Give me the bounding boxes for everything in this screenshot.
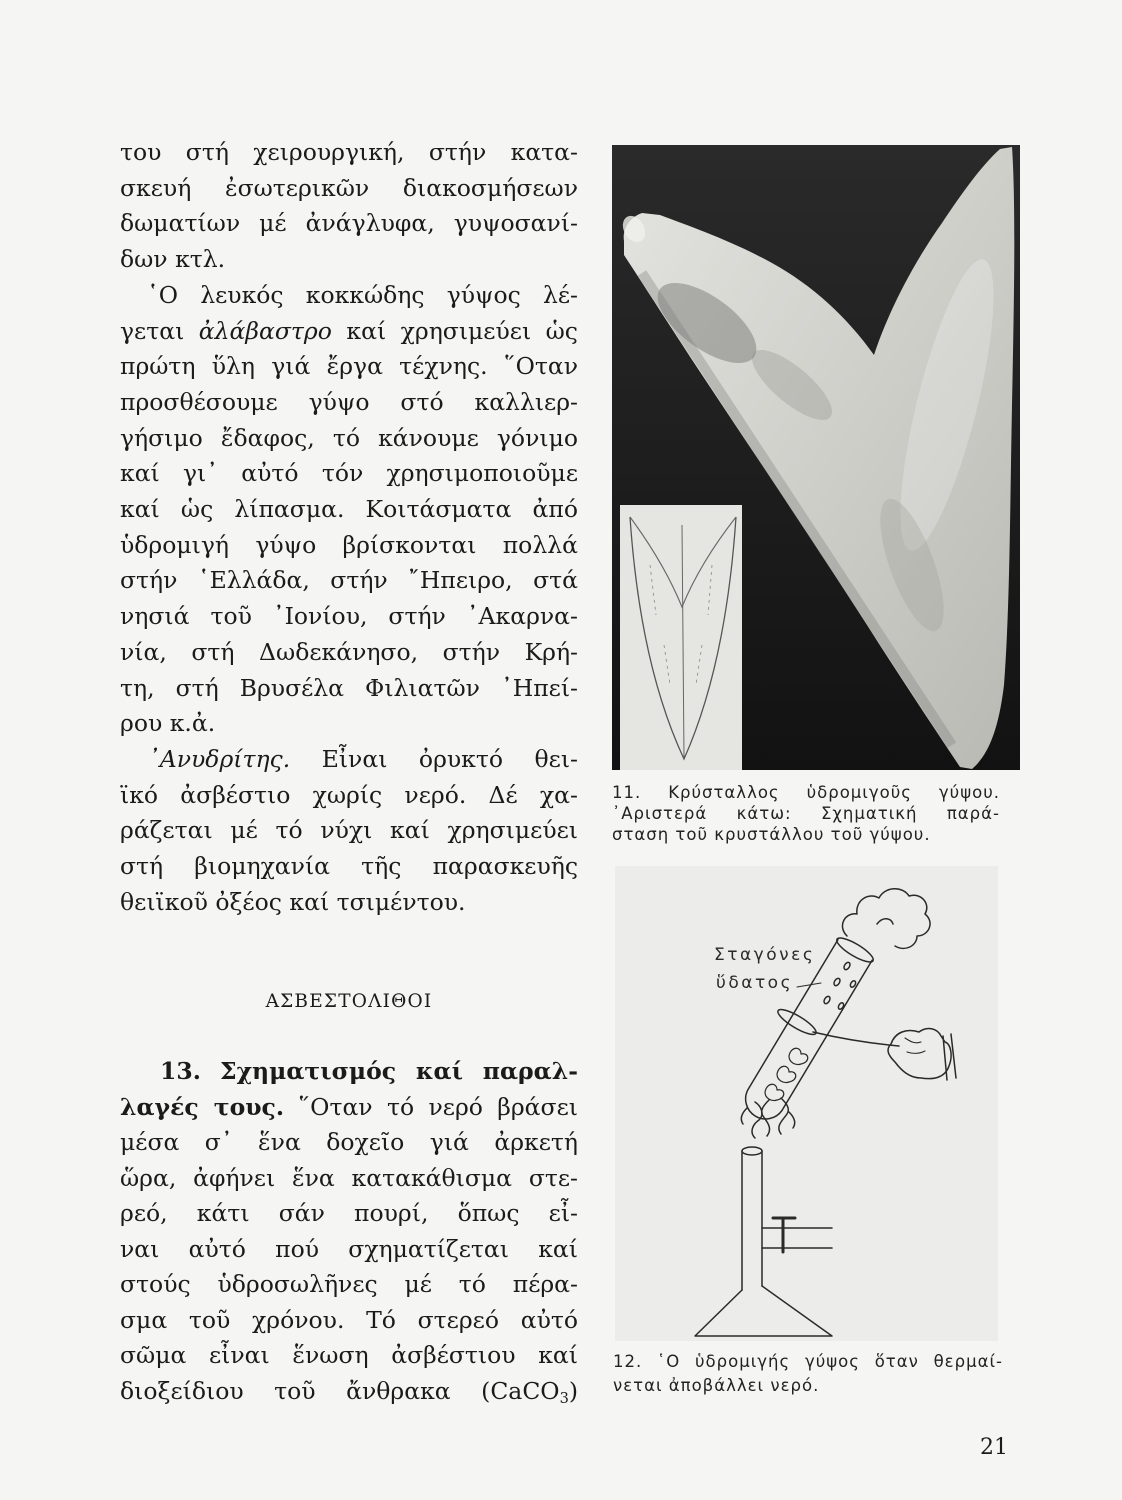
crystal-photo-svg — [612, 145, 1020, 770]
text-line: ῾Ο λευκός κοκκώδης γύψος λέ- — [147, 280, 578, 309]
flame — [762, 1100, 770, 1136]
water-drop — [823, 995, 831, 1004]
section-title-line — [120, 1054, 578, 1090]
text-segment: Εἶναι ὀρυκτό θει- — [321, 744, 578, 773]
text-line: σκευή ἐσωτερικῶν διακοσμήσεων — [120, 173, 578, 202]
text-line: νία, στή Δωδεκάνησο, στήν Κρή- — [120, 637, 578, 666]
caption-line: 11. Κρύσταλλος ὑδρομιγοῦς γύψου. — [612, 783, 1000, 802]
text-line: στήν ῾Ελλάδα, στήν ῎Ηπειρο, στά — [120, 566, 578, 595]
text-line: του στή χειρουργική, στήν κατα- — [120, 138, 578, 166]
caption-line: 12. ῾Ο ὑδρομιγής γύψος ὅταν θερμαί- — [613, 1352, 1003, 1371]
text-line: στή βιομηχανία τῆς παρασκευῆς — [120, 852, 578, 881]
text-segment: καί χρησιμεύει ὡς — [346, 316, 578, 345]
formula-subscript: 3 — [559, 1389, 569, 1407]
flame — [789, 1112, 795, 1128]
text-line: τη, στή Βρυσέλα Φιλιατῶν ᾿Ηπεί- — [120, 673, 578, 702]
text-line: καί γι᾿ αὐτό τόν χρησιμοποιοῦμε — [120, 459, 578, 488]
text-line: ϊκό ἀσβέστιο χωρίς νερό. Δέ χα- — [120, 780, 578, 809]
text-line: γήσιμο ἔδαφος, τό κάνουμε γόνιμο — [120, 423, 578, 452]
section-number: 13. — [160, 1057, 201, 1085]
page-number: 21 — [980, 1435, 1008, 1460]
text-line: πρώτη ὕλη γιά ἔργα τέχνης. ῞Οταν — [120, 352, 578, 381]
caption-line: νεται ἀποβάλλει νερό. — [613, 1376, 820, 1395]
text-segment: διοξείδιου τοῦ ἄνθρακα — [120, 1376, 451, 1405]
text-line: στούς ὑδροσωλῆνες μέ τό πέρα- — [120, 1270, 578, 1298]
label-water: ὕδατος — [716, 973, 794, 993]
text-line — [120, 1090, 578, 1126]
text-line: θειϊκοῦ ὀξέος καί τσιμέντου. — [120, 887, 466, 916]
section-title-end: λαγές τους. — [120, 1092, 285, 1121]
body-text-section-13 — [120, 1054, 578, 1409]
formula-close: ) — [568, 1376, 578, 1405]
text-line: ρεό, κάτι σάν πουρί, ὅπως εἶ- — [120, 1199, 578, 1227]
text-line: μέσα σ᾿ ἕνα δοχεῖο γιά ἀρκετή — [120, 1128, 578, 1156]
hand-fingers — [905, 1038, 925, 1053]
text-line: ὑδρομιγή γύψο βρίσκονται πολλά — [120, 530, 578, 559]
burner-base — [695, 1286, 832, 1336]
burner-top — [742, 1147, 762, 1155]
water-drop — [843, 961, 851, 970]
text-line: ὥρα, ἀφήνει ἕνα κατακάθισμα στε- — [120, 1163, 578, 1192]
text-line: δωματίων μέ ἀνάγλυφα, γυψοσανί- — [120, 209, 578, 238]
flame — [741, 1108, 747, 1124]
text-line: σῶμα εἶναι ἕνωση ἀσβέστιου καί — [120, 1341, 578, 1369]
caption-line: ᾿Αριστερά κάτω: Σχηματική παρά- — [612, 804, 1000, 823]
gas-valve — [773, 1218, 795, 1252]
steam-cloud — [842, 889, 930, 949]
test-tube-mouth — [834, 934, 876, 966]
flame — [752, 1102, 762, 1138]
figure-11-caption — [612, 782, 1000, 845]
figure-gypsum-crystal-photo — [612, 145, 1020, 770]
schematic-inset — [620, 505, 742, 770]
gypsum-sample — [765, 1048, 808, 1100]
text-line: ναι αὐτό πού σχηματίζεται καί — [120, 1234, 578, 1263]
body-text-upper — [120, 135, 578, 920]
text-line: προσθέσουμε γύψο στό καλλιερ- — [120, 387, 578, 416]
section-title: Σχηματισμός καί παραλ- — [219, 1057, 578, 1085]
label-drops: Σταγόνες — [714, 945, 816, 965]
text-line: ρου κ.ἀ. — [120, 709, 216, 738]
label-pointer — [797, 983, 821, 987]
term-anhydrite: ᾿Ανυδρίτης. — [148, 744, 291, 773]
figure-heating-gypsum-drawing — [615, 866, 998, 1341]
term-alabaster: ἀλάβαστρο — [198, 316, 332, 345]
water-drop — [833, 977, 841, 986]
heating-drawing-svg — [615, 866, 998, 1341]
caption-line: σταση τοῦ κρυστάλλου τοῦ γύψου. — [612, 825, 931, 844]
text-segment: γεται — [120, 316, 185, 345]
text-line: νησιά τοῦ ᾿Ιονίου, στήν ᾿Ακαρνα- — [120, 602, 578, 631]
section-heading: ΑΣΒΕΣΤΟΛΙΘΟΙ — [265, 991, 433, 1012]
tube-holder-wire — [813, 1032, 899, 1046]
gas-inlet — [762, 1228, 832, 1248]
chemical-formula: (CaCO — [481, 1376, 560, 1405]
text-line: καί ὡς λίπασμα. Κοιτάσματα ἀπό — [120, 495, 578, 524]
burner-tube — [742, 1151, 762, 1290]
hand — [888, 1029, 951, 1079]
text-line: δων κτλ. — [120, 245, 226, 274]
text-line: ράζεται μέ τό νύχι καί χρησιμεύει — [120, 816, 578, 845]
text-line — [120, 1374, 578, 1410]
figure-12-caption — [613, 1350, 1003, 1398]
text-line — [120, 742, 578, 778]
text-line: σμα τοῦ χρόνου. Τό στερεό αὐτό — [120, 1305, 578, 1334]
text-line — [120, 314, 578, 350]
text-segment: ῞Οταν τό νερό βράσει — [298, 1092, 578, 1121]
